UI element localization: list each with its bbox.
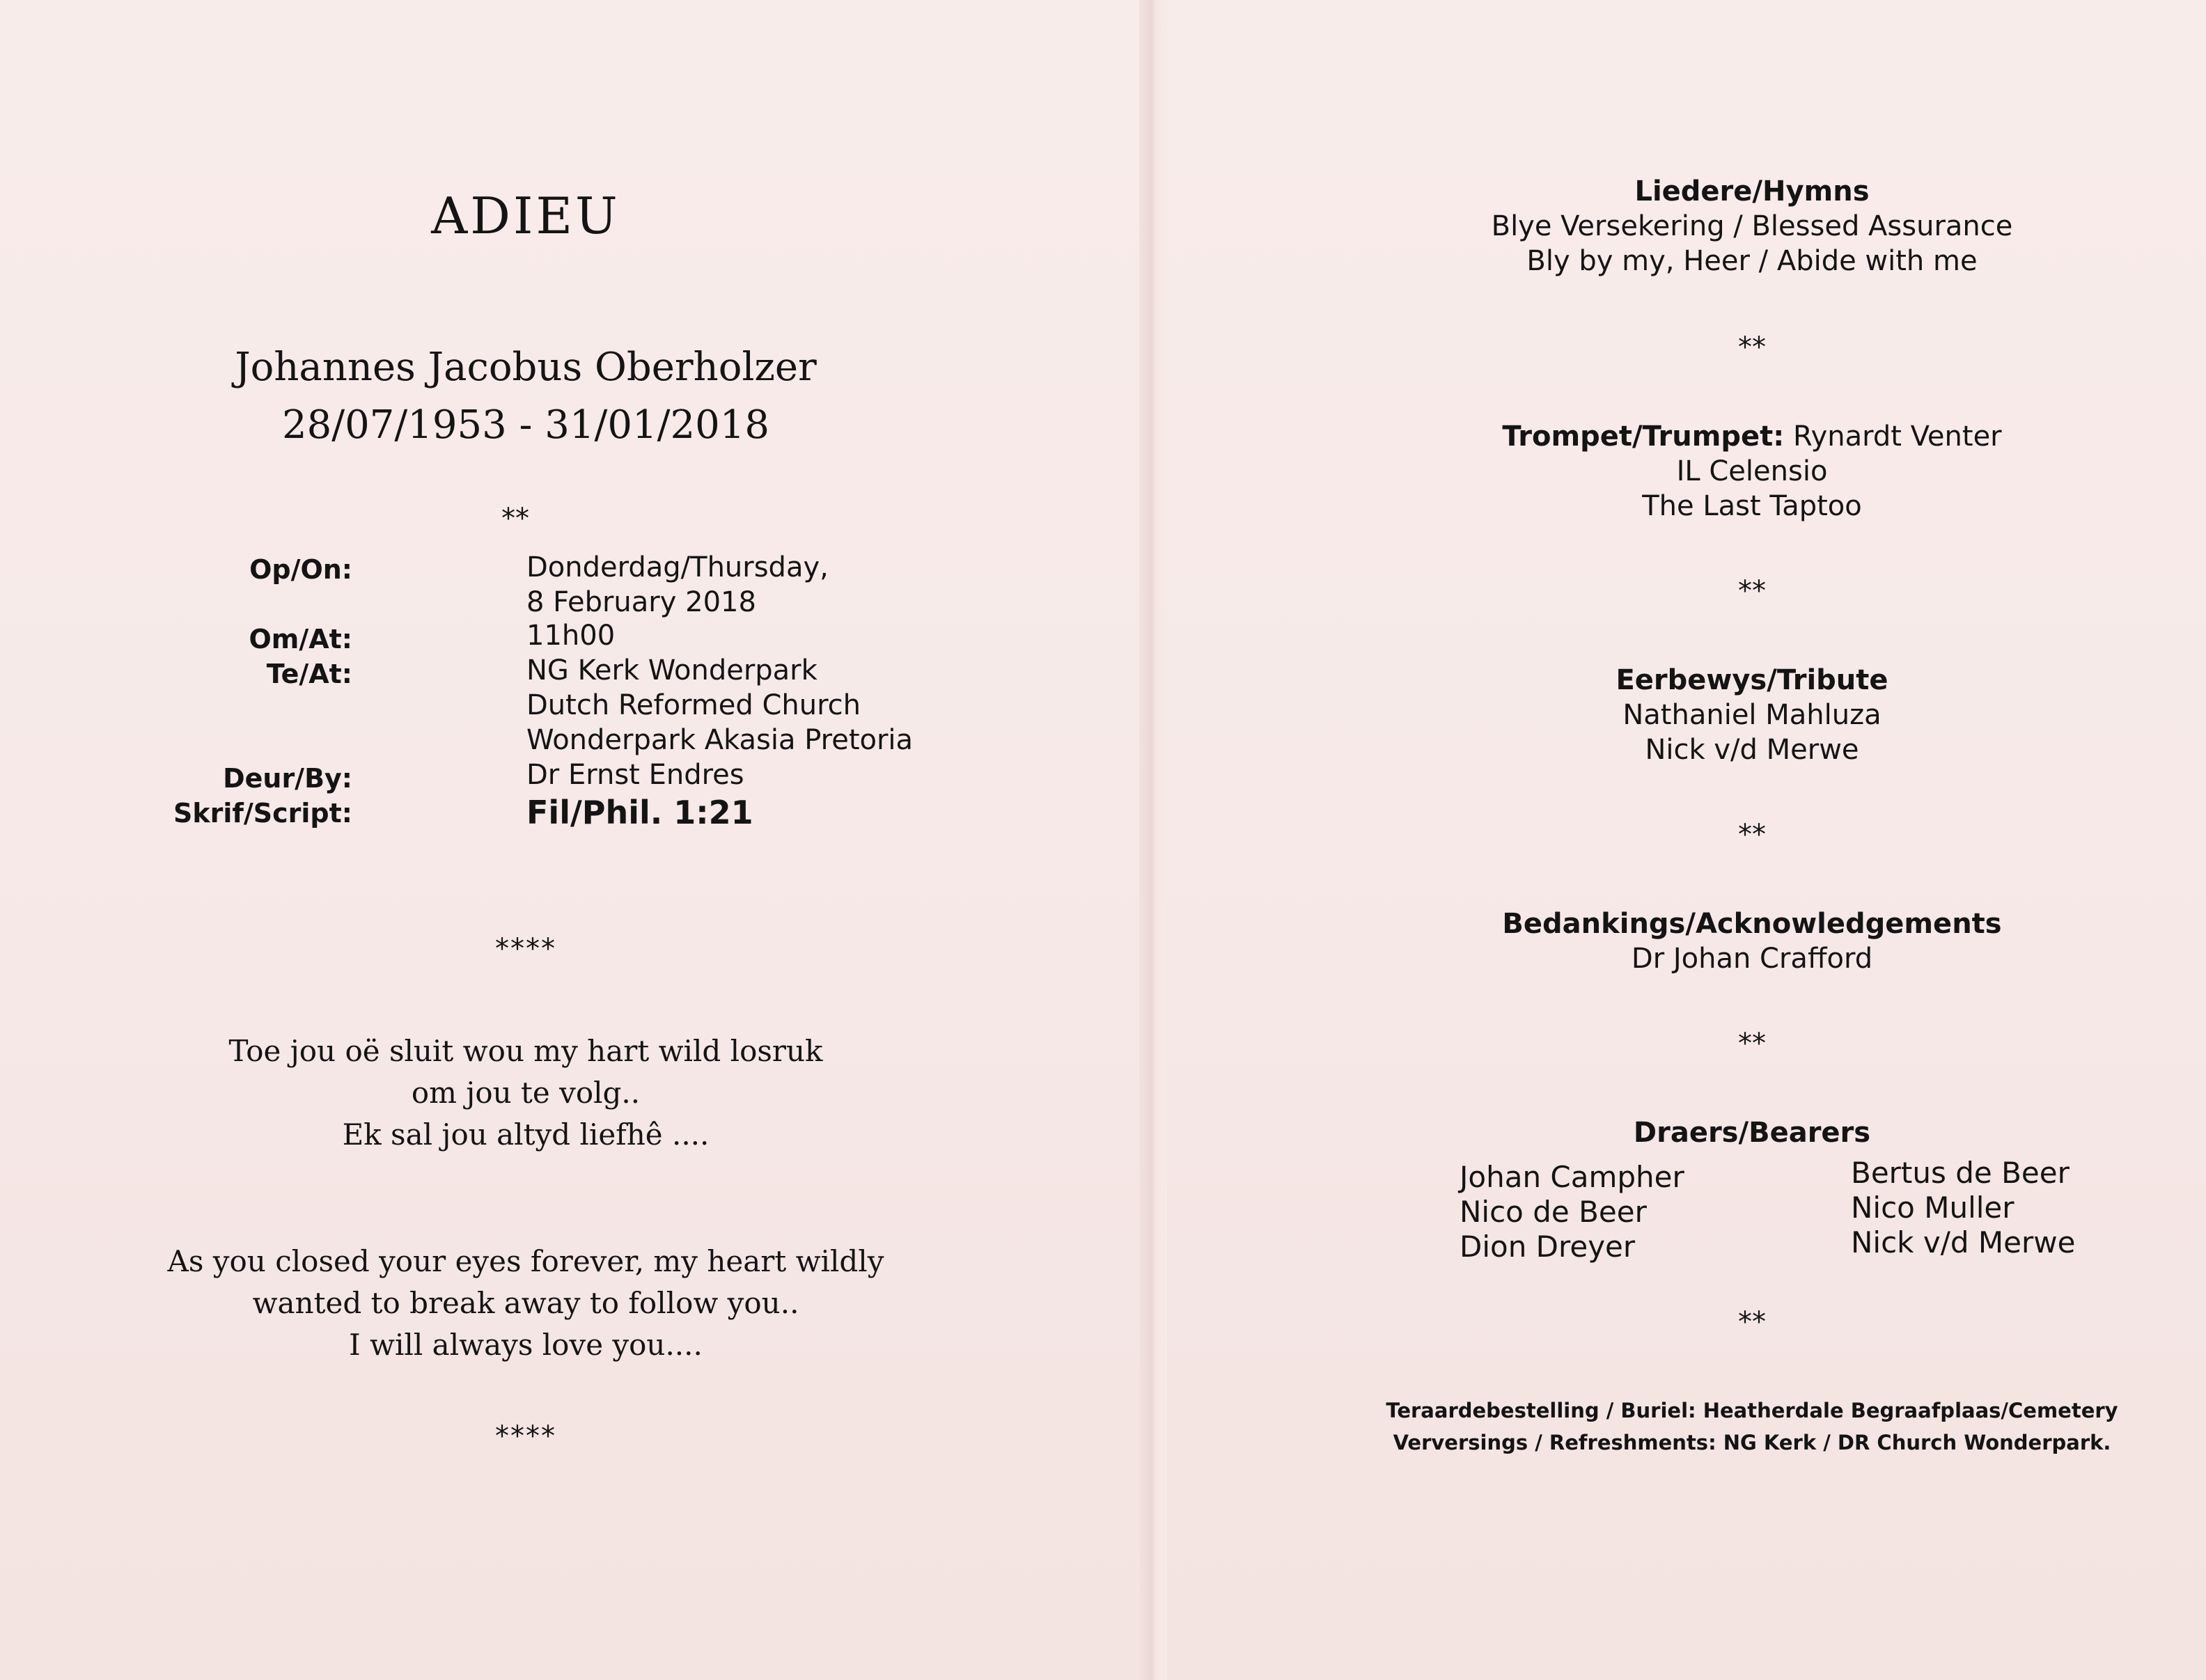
tribute-list xyxy=(1160,698,2206,767)
bearer-name: Nick v/d Merwe xyxy=(1851,1225,2076,1259)
officiant-value: Dr Ernst Endres xyxy=(526,759,744,791)
separator: ** xyxy=(1738,819,1766,851)
deceased-name: Johannes Jacobus Oberholzer xyxy=(235,345,817,390)
separator: ** xyxy=(1738,575,1766,607)
life-dates: 28/07/1953 - 31/01/2018 xyxy=(281,402,770,448)
hymn-item: Bly by my, Heer / Abide with me xyxy=(1526,245,1978,277)
bearer-name: Dion Dreyer xyxy=(1460,1230,1636,1264)
trumpet-piece: The Last Taptoo xyxy=(1642,490,1862,522)
script-label: Skrif/Script: xyxy=(173,798,352,829)
poem-line: Ek sal jou altyd liefhê .... xyxy=(342,1117,710,1152)
time-label: Om/At: xyxy=(249,624,352,654)
bearers-column-right xyxy=(1851,1156,2075,1260)
bearer-name: Nico de Beer xyxy=(1460,1195,1647,1229)
bearers-column-left xyxy=(1460,1160,1684,1264)
trumpet-line xyxy=(1160,419,2206,454)
officiant-label: Deur/By: xyxy=(223,763,352,794)
on-value-date: 8 February 2018 xyxy=(526,586,756,618)
hymn-item: Blye Versekering / Blessed Assurance xyxy=(1491,210,2013,242)
acknowledgement-item: Dr Johan Crafford xyxy=(1631,943,1873,975)
place-value-1: NG Kerk Wonderpark xyxy=(526,654,818,686)
poem-line: om jou te volg.. xyxy=(411,1076,641,1110)
place-value-2: Dutch Reformed Church xyxy=(526,689,861,721)
separator: ** xyxy=(1738,331,1766,363)
tribute-item: Nathaniel Mahluza xyxy=(1622,699,1882,731)
separator-large: **** xyxy=(495,1420,556,1452)
hymns-list xyxy=(1160,209,2206,278)
trumpet-pieces xyxy=(1160,454,2206,524)
poem-afrikaans xyxy=(0,1030,1051,1156)
bearer-name: Johan Campher xyxy=(1460,1160,1684,1194)
script-value: Fil/Phil. 1:21 xyxy=(526,794,753,831)
tribute-heading: Eerbewys/Tribute xyxy=(1616,664,1888,696)
poem-line: wanted to break away to follow you.. xyxy=(252,1286,799,1320)
separator: ** xyxy=(1738,1306,1766,1338)
separator: ** xyxy=(1738,1028,1766,1060)
refreshments-info: Verversings / Refreshments: NG Kerk / DR Church Wonderpark. xyxy=(1393,1431,2111,1454)
on-value-day: Donderdag/Thursday, xyxy=(526,551,829,583)
separator-small: ** xyxy=(501,503,529,535)
place-label: Te/At: xyxy=(266,659,352,689)
trumpet-heading: Trompet/Trumpet: xyxy=(1502,421,1785,453)
trumpet-player: Rynardt Venter xyxy=(1784,421,2002,453)
bearers-heading: Draers/Bearers xyxy=(1633,1117,1871,1149)
trumpet-piece: IL Celensio xyxy=(1676,455,1828,487)
poem-line: I will always love you.... xyxy=(349,1328,703,1362)
bearer-name: Bertus de Beer xyxy=(1851,1156,2070,1190)
poem-line: As you closed your eyes forever, my heart wildly xyxy=(167,1244,884,1278)
place-value-3: Wonderpark Akasia Pretoria xyxy=(526,724,914,756)
bearer-name: Nico Muller xyxy=(1851,1191,2015,1225)
tribute-item: Nick v/d Merwe xyxy=(1645,734,1859,766)
poem-english xyxy=(0,1241,1051,1366)
hymns-heading: Liedere/Hymns xyxy=(1634,175,1870,207)
burial-info: Teraardebestelling / Buriel: Heatherdale Begraafplaas/Cemetery xyxy=(1386,1399,2118,1422)
on-label: Op/On: xyxy=(249,554,352,585)
page-title: ADIEU xyxy=(431,187,620,245)
poem-line: Toe jou oë sluit wou my hart wild losruk xyxy=(228,1034,823,1068)
time-value: 11h00 xyxy=(526,620,616,652)
separator-large: **** xyxy=(495,933,556,965)
acknowledgements-heading: Bedankings/Acknowledgements xyxy=(1502,908,2002,940)
